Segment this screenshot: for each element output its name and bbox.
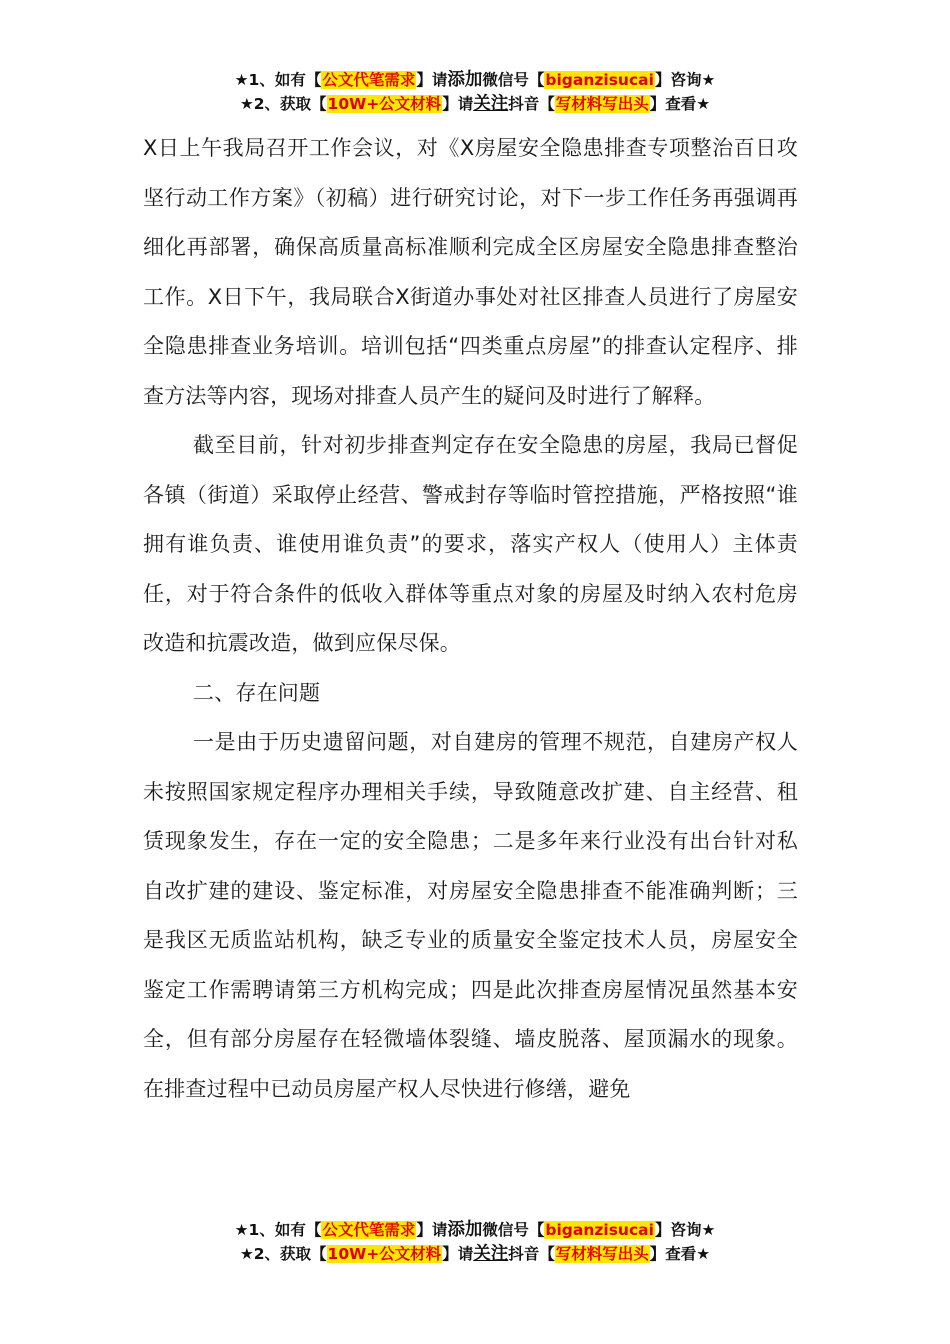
banner-line-2 xyxy=(0,92,950,116)
header-banner xyxy=(0,68,950,116)
banner-text: 】请 xyxy=(416,71,448,89)
document-body xyxy=(143,124,798,1114)
banner-text: 抖音【 xyxy=(508,95,555,113)
banner-text: ★2、获取【 xyxy=(239,1245,327,1263)
banner-text: 】查看★ xyxy=(649,95,711,113)
banner-line-1 xyxy=(0,1218,950,1242)
paragraph-1: X日上午我局召开工作会议，对《X房屋安全隐患排查专项整治百日攻坚行动工作方案》（初稿）进行研究讨论，对下一步工作任务再强调再细化再部署，确保高质量高标准顺利完成全区房屋安全隐患排查整治工作。X日下午，我局联合X街道办事处对社区排查人员进行了房屋安全隐患排查业务培训。培训包括“四类重点房屋”的排查认定程序、排查方法等内容，现场对排查人员产生的疑问及时进行了解释。 xyxy=(143,136,798,408)
banner-emphasis: 关注 xyxy=(473,94,509,114)
banner-emphasis: 添加 xyxy=(447,70,483,90)
banner-text: 】查看★ xyxy=(649,1245,711,1263)
banner-text: 】请 xyxy=(442,1245,474,1263)
banner-line-1 xyxy=(0,68,950,92)
section-heading: 二、存在问题 xyxy=(193,680,321,705)
banner-line-2 xyxy=(0,1242,950,1266)
highlight-service: 公文代笔需求 xyxy=(322,71,416,89)
footer-banner xyxy=(0,1218,950,1266)
banner-text: ★1、如有【 xyxy=(234,71,322,89)
banner-text: 】咨询★ xyxy=(654,1221,716,1239)
highlight-service: 公文代笔需求 xyxy=(322,1221,416,1239)
banner-text: ★1、如有【 xyxy=(234,1221,322,1239)
highlight-douyin-id: 写材料写出头 xyxy=(555,1245,649,1263)
paragraph-2: 截至目前，针对初步排查判定存在安全隐患的房屋，我局已督促各镇（街道）采取停止经营、警戒封存等临时管控措施，严格按照“谁拥有谁负责、谁使用谁负责”的要求，落实产权人（使用人）主体责任，对于符合条件的低收入群体等重点对象的房屋及时纳入农村危房改造和抗震改造，做到应保尽保。 xyxy=(143,433,798,655)
highlight-wechat-id: biganzisucai xyxy=(545,1221,654,1239)
highlight-materials: 10W+公文材料 xyxy=(327,95,442,113)
banner-text: 抖音【 xyxy=(508,1245,555,1263)
paragraph-3: 一是由于历史遗留问题，对自建房的管理不规范，自建房产权人未按照国家规定程序办理相关手续，导致随意改扩建、自主经营、租赁现象发生，存在一定的安全隐患；二是多年来行业没有出台针对私自改扩建的建设、鉴定标准，对房屋安全隐患排查不能准确判断；三是我区无质监站机构，缺乏专业的质量安全鉴定技术人员，房屋安全鉴定工作需聘请第三方机构完成；四是此次排查房屋情况虽然基本安全，但有部分房屋存在轻微墙体裂缝、墙皮脱落、屋顶漏水的现象。在排查过程中已动员房屋产权人尽快进行修缮，避免 xyxy=(143,730,798,1101)
banner-text: ★2、获取【 xyxy=(239,95,327,113)
banner-text: 微信号【 xyxy=(482,1221,545,1239)
banner-text: 】请 xyxy=(416,1221,448,1239)
banner-text: 】请 xyxy=(442,95,474,113)
highlight-materials: 10W+公文材料 xyxy=(327,1245,442,1263)
banner-text: 微信号【 xyxy=(482,71,545,89)
banner-emphasis: 添加 xyxy=(447,1220,483,1240)
banner-text: 】咨询★ xyxy=(654,71,716,89)
highlight-wechat-id: biganzisucai xyxy=(545,71,654,89)
highlight-douyin-id: 写材料写出头 xyxy=(555,95,649,113)
banner-emphasis: 关注 xyxy=(473,1244,509,1264)
